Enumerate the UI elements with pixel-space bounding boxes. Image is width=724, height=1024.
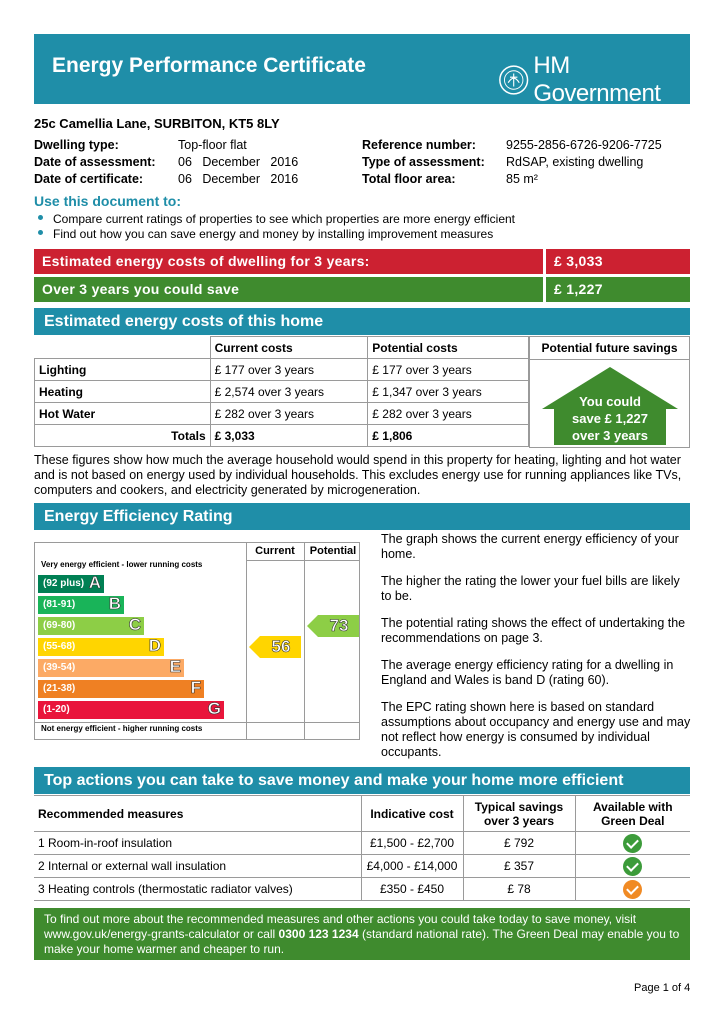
floor-area-value: 85 m²: [506, 172, 538, 186]
band-letter: B: [108, 594, 121, 613]
certificate-header: [34, 34, 690, 107]
costs-table: [34, 336, 529, 447]
inefficient-note: Not energy efficient - higher running costs: [41, 724, 203, 733]
band-b: [38, 596, 124, 614]
band-a: [38, 575, 104, 593]
page-number: Page 1 of 4: [634, 982, 691, 994]
check-icon: [623, 857, 642, 876]
table-row: Lighting £ 177 over 3 years £ 177 over 3 years: [35, 359, 529, 381]
table-row: Heating £ 2,574 over 3 years £ 1,347 over 3 years: [35, 381, 529, 403]
band-range: (21-38): [43, 683, 76, 694]
dwelling-type-value: Top-floor flat: [178, 138, 247, 152]
band-g: [38, 701, 224, 719]
page-title: Energy Performance Certificate: [52, 54, 366, 77]
recommended-measures-table: [34, 795, 690, 901]
totals-row: Totals £ 3,033 £ 1,806: [35, 425, 529, 447]
current-costs-header: Current costs: [210, 337, 368, 359]
band-letter: A: [88, 573, 101, 592]
current-rating-arrow: [249, 636, 301, 661]
band-range: (55-68): [43, 641, 76, 652]
savings-arrow-text: You could save £ 1,227 over 3 years: [572, 394, 648, 443]
phone-number: 0300 123 1234: [278, 927, 359, 941]
certificate-date-label: Date of certificate:: [34, 172, 144, 186]
actions-section-title: Top actions you can take to save money and make your home more efficient: [34, 767, 690, 794]
table-row: 1 Room-in-roof insulation £1,500 - £2,700 £ 792: [34, 832, 690, 855]
costs-section-title: Estimated energy costs of this home: [34, 308, 690, 335]
hm-government-logo: [498, 52, 690, 108]
table-row: Hot Water £ 282 over 3 years £ 282 over 3 years: [35, 403, 529, 425]
rating-explanation: The graph shows the current energy efficiency of your home. The higher the rating the lower your fuel bills are likely to be. The potential rating shows the effect of undertaking the recommendations on page 3. The average energy efficiency rating for a dwelling in England and Wales is band D (rating 60). The EPC rating shown here is based on standard assumptions about occupancy and energy use and may not reflect how energy is consumed by individual occupants.: [381, 532, 691, 759]
logo-text: HM Government: [533, 52, 661, 107]
current-column-header: Current: [255, 545, 295, 557]
check-icon: [623, 880, 642, 899]
rating-section-title: Energy Efficiency Rating: [34, 503, 690, 530]
band-c: [38, 617, 144, 635]
potential-costs-header: Potential costs: [368, 337, 529, 359]
check-icon: [623, 834, 642, 853]
measures-header: Recommended measures: [34, 796, 361, 832]
estimated-cost-value: £ 3,033: [546, 249, 690, 274]
property-address: 25c Camellia Lane, SURBITON, KT5 8LY: [34, 116, 280, 131]
use-bullet: Find out how you can save energy and money by installing improvement measures: [38, 227, 493, 241]
assessment-date-label: Date of assessment:: [34, 155, 156, 169]
green-deal-header: Available with Green Deal: [575, 796, 690, 832]
band-d: [38, 638, 164, 656]
band-range: (92 plus): [43, 578, 85, 589]
future-savings-box: [529, 336, 690, 448]
floor-area-label: Total floor area:: [362, 172, 456, 186]
reference-label: Reference number:: [362, 138, 476, 152]
band-letter: F: [190, 678, 201, 697]
potential-column-header: Potential: [309, 545, 357, 557]
save-value: £ 1,227: [546, 277, 690, 302]
band-letter: C: [128, 615, 141, 634]
band-e: [38, 659, 184, 677]
band-range: (1-20): [43, 704, 70, 715]
estimated-cost-label: Estimated energy costs of dwelling for 3 years:: [34, 249, 543, 274]
cost-header: Indicative cost: [361, 796, 463, 832]
rating-chart: [34, 542, 360, 740]
crest-icon: [498, 63, 529, 97]
table-row: 3 Heating controls (thermostatic radiator valves) £350 - £450 £ 78: [34, 878, 690, 901]
band-letter: E: [169, 657, 181, 676]
rating-value: 56: [271, 637, 291, 656]
band-f: [38, 680, 204, 698]
bullet-icon: [38, 230, 43, 235]
efficient-note: Very energy efficient - lower running costs: [41, 560, 203, 569]
costs-note: These figures show how much the average household would spend in this property for heating, lighting and hot water and is not based on energy used by individual households. This excludes energy use for running appliances like TVs, computers and cookers, and electricity generated by microgeneration.: [34, 453, 682, 497]
band-letter: D: [148, 636, 161, 655]
use-document-title: Use this document to:: [34, 193, 182, 209]
green-deal-info-box: To find out more about the recommended measures and other actions you could take today to save money, visit www.gov.uk/energy-grants-calculator or call 0300 123 1234 (standard national rate). The Green Deal may enable you to make your home warmer and cheaper to run.: [34, 908, 690, 960]
certificate-date-value: 06 December 2016: [178, 172, 299, 186]
band-letter: G: [207, 699, 221, 718]
assessment-type-label: Type of assessment:: [362, 155, 485, 169]
band-range: (69-80): [43, 620, 76, 631]
potential-rating-arrow: [307, 615, 359, 640]
band-range: (39-54): [43, 662, 76, 673]
future-savings-header: Potential future savings: [530, 337, 689, 360]
assessment-type-value: RdSAP, existing dwelling: [506, 155, 644, 169]
reference-value: 9255-2856-6726-9206-7725: [506, 138, 662, 152]
use-bullet: Compare current ratings of properties to see which properties are more energy efficient: [38, 212, 515, 226]
band-range: (81-91): [43, 599, 76, 610]
rating-value: 73: [329, 616, 349, 635]
table-row: 2 Internal or external wall insulation £4,000 - £14,000 £ 357: [34, 855, 690, 878]
dwelling-type-label: Dwelling type:: [34, 138, 119, 152]
save-label: Over 3 years you could save: [34, 277, 543, 302]
savings-header: Typical savings over 3 years: [463, 796, 575, 832]
assessment-date-value: 06 December 2016: [178, 155, 299, 169]
bullet-icon: [38, 215, 43, 220]
